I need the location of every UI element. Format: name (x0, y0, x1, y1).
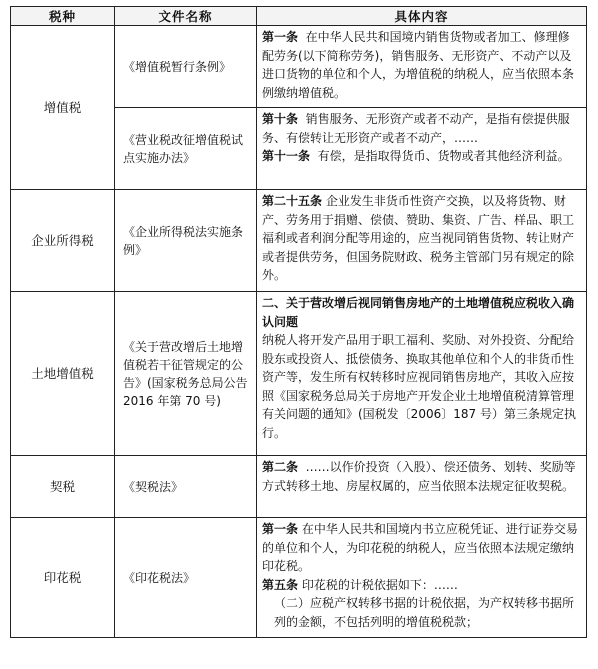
table-row (11, 518, 587, 638)
doc-name: 《印花税法》 (115, 518, 257, 638)
header-doc: 文件名称 (115, 7, 257, 26)
header-content: 具体内容 (257, 7, 587, 26)
header-row (11, 7, 587, 26)
section-heading: 二、关于营改增后视同销售房地产的土地增值税应税收入确认问题 (262, 296, 575, 329)
content-cell (257, 108, 587, 190)
article-number: 第一条 (262, 30, 299, 44)
header-tax: 税种 (11, 7, 115, 26)
tax-name: 企业所得税 (11, 190, 115, 292)
article-number: 第十条 (262, 112, 299, 126)
article-text: 企业发生非货币性资产交换，以及将货物、财产、劳务用于捐赠、偿债、赞助、集资、广告、样品、职工福利或者利润分配等用途的，应当视同销售货物、转让财产或者提供劳务，但国务院财政、税务主管部门另有规定的除外。 (262, 194, 575, 282)
article-number: 第一条 (262, 522, 299, 536)
table-row (11, 26, 587, 108)
article-text: 有偿，是指取得货币、货物或者其他经济利益。 (317, 149, 570, 163)
doc-name: 《营业税改征增值税试点实施办法》 (115, 108, 257, 190)
article-text: 印花税的计税依据如下：…… (301, 577, 458, 592)
doc-name: 《增值税暂行条例》 (115, 26, 257, 108)
table-row (11, 456, 587, 518)
content-cell (257, 456, 587, 518)
article-text: 在中华人民共和国境内书立应税凭证、进行证券交易的单位和个人，为印花税的纳税人，应当依照本法规定缴纳印花税。 (262, 522, 578, 573)
article-number: 第五条 (262, 577, 299, 592)
tax-name: 契税 (11, 456, 115, 518)
table-row (11, 190, 587, 292)
tax-name: 土地增值税 (11, 292, 115, 456)
tax-regulation-table (10, 6, 587, 638)
doc-name: 《契税法》 (115, 456, 257, 518)
article-number: 第二条 (262, 460, 299, 474)
doc-name: 《关于营改增后土地增值税若干征管规定的公告》(国家税务总局公告 2016 年第 70 号) (115, 292, 257, 456)
tax-name: 增值税 (11, 26, 115, 190)
tax-name: 印花税 (11, 518, 115, 638)
article-number: 第十一条 (262, 149, 311, 163)
content-cell (257, 518, 587, 638)
article-text: 纳税人将开发产品用于职工福利、奖励、对外投资、分配给股东或投资人、抵偿债务、换取其他单位和个人的非货币性资产等，发生所有权转移时应视同销售房地产，其收入应按照《国家税务总局关于房地产开发企业土地增值税清算管理有关问题的通知》(国税发〔2006〕187 号）第三条规定执行。 (262, 333, 576, 440)
content-cell (257, 292, 587, 456)
content-cell (257, 190, 587, 292)
table-row (11, 292, 587, 456)
article-number: 第二十五条 (262, 194, 323, 208)
content-cell (257, 26, 587, 108)
article-text: 在中华人民共和国境内销售货物或者加工、修理修配劳务(以下简称劳务)，销售服务、无形资产、不动产以及进口货物的单位和个人，为增值税的纳税人，应当依照本条例缴纳增值税。 (262, 30, 575, 100)
article-item: （二）应税产权转移书据的计税依据，为产权转移书据所列的金额，不包括列明的增值税税款； (274, 596, 575, 629)
article-text: ……以作价投资（入股）、偿还债务、划转、奖励等方式转移土地、房屋权属的，应当依照本法规定征收契税。 (262, 460, 576, 493)
article-text: 销售服务、无形资产或者不动产，是指有偿提供服务、有偿转让无形资产或者不动产，…… (262, 112, 570, 145)
doc-name: 《企业所得税法实施条例》 (115, 190, 257, 292)
